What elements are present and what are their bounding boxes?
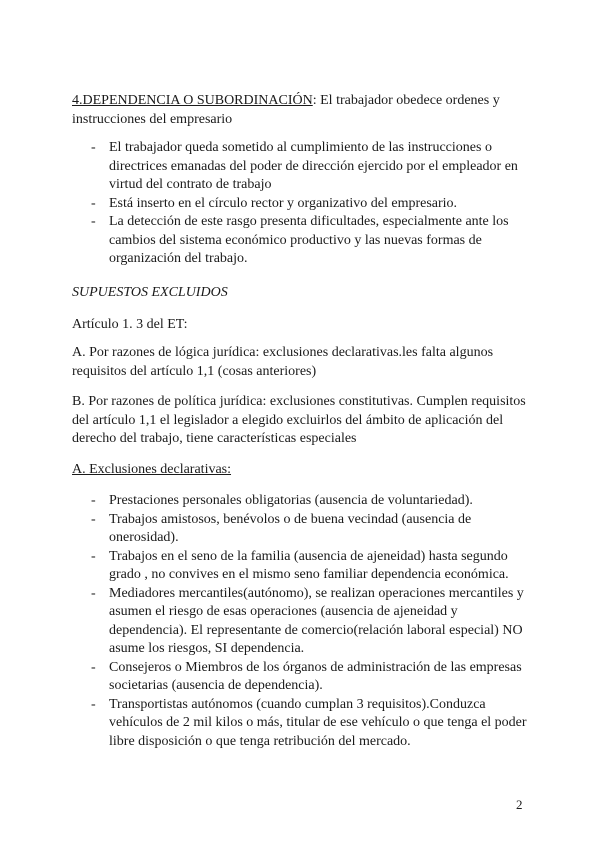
page-number: 2 [516,797,523,812]
list-item: - Trabajos amistosos, benévolos o de buena vecindad (ausencia de onerosidad). [72,511,532,548]
list-item: - Mediadores mercantiles(autónomo), se realizan operaciones mercantiles y asumen el riesgo de esas operaciones (ausencia de ajeneidad y dependencia). El representante de comercio(relación laboral especial) NO asume los riesgos, SI dependencia. [72,585,532,659]
section-4-text: : El trabajador obedece ordenes y instrucciones del empresario [72,93,500,127]
section-4-paragraph [72,92,532,129]
list-item: - Está inserto en el círculo rector y organizativo del empresario. [72,195,532,214]
list-item: - El trabajador queda sometido al cumplimiento de las instrucciones o directrices emanadas del poder de dirección ejercido por el empleador en virtud del contrato de trabajo [72,139,532,195]
paragraph-b: B. Por razones de política jurídica: exclusiones constitutivas. Cumplen requisitos del artículo 1,1 el legislador a elegido excluirlos del ámbito de aplicación del derecho del trabajo, tiene características especiales [72,394,526,446]
dependencia-list [72,139,532,269]
exclusiones-list [72,492,532,751]
exclusiones-declarativas-heading: A. Exclusiones declarativas: [72,462,232,477]
list-item: - Prestaciones personales obligatorias (ausencia de voluntariedad). [72,492,532,511]
paragraph-a: A. Por razones de lógica jurídica: exclusiones declarativas.les falta algunos requisitos del artículo 1,1 (cosas anteriores) [72,345,494,379]
articulo-reference: Artículo 1. 3 del ET: [72,317,188,332]
supuestos-excluidos-heading: SUPUESTOS EXCLUIDOS [72,285,228,300]
list-item: - La detección de este rasgo presenta dificultades, especialmente ante los cambios del sistema económico productivo y las nuevas formas de organización del trabajo. [72,213,532,269]
list-item: - Transportistas autónomos (cuando cumplan 3 requisitos).Conduzca vehículos de 2 mil kilos o más, titular de ese vehículo o que tenga el poder libre disposición o que tenga retribución del mercado. [72,696,532,752]
list-item: - Trabajos en el seno de la familia (ausencia de ajeneidad) hasta segundo grado , no convives en el mismo seno familiar dependencia económica. [72,548,532,585]
section-4-heading: 4.DEPENDENCIA O SUBORDINACIÓN [72,93,313,108]
list-item: - Consejeros o Miembros de los órganos de administración de las empresas societarias (ausencia de dependencia). [72,659,532,696]
